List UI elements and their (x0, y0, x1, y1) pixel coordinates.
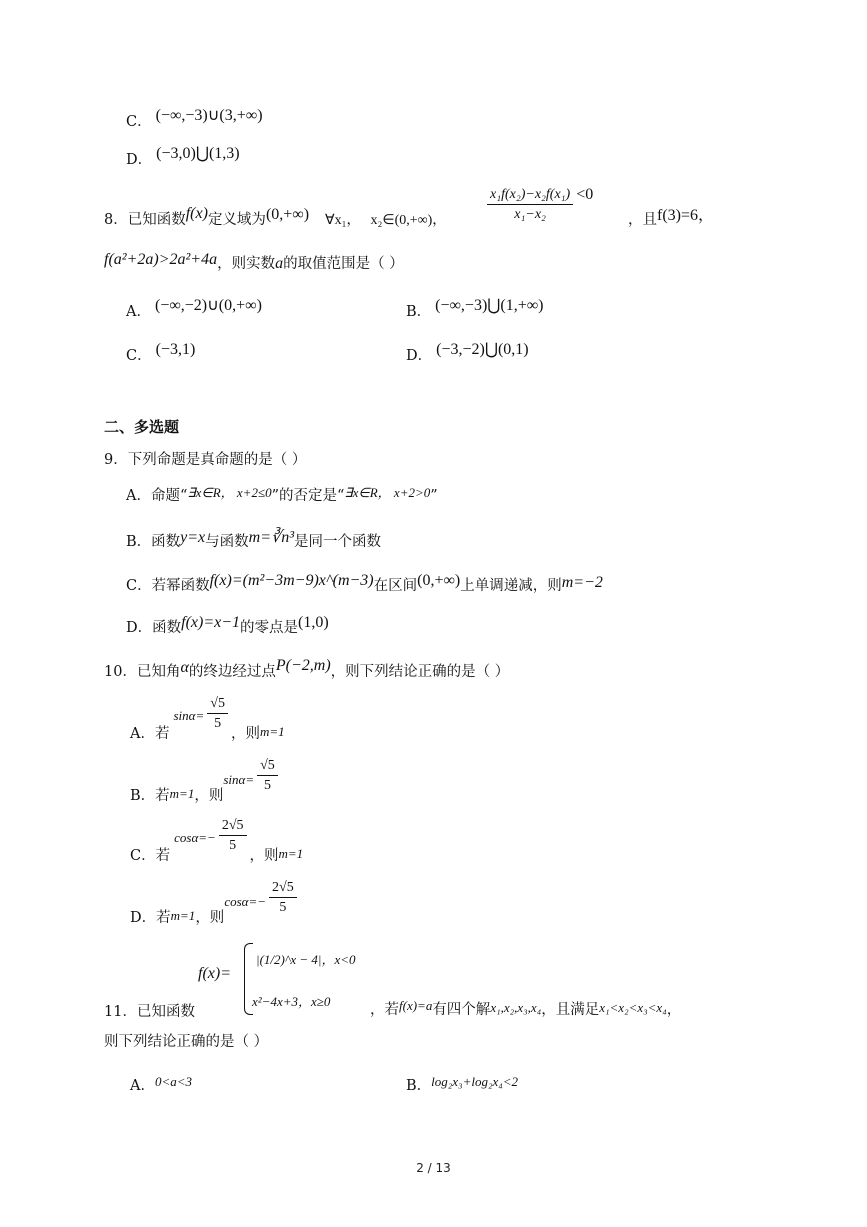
q10-stem (104, 657, 510, 682)
option-math: sinα= (173, 708, 205, 723)
q8-fx: f(x) (185, 205, 208, 222)
option-math: (−3,−2)⋃(0,1) (436, 341, 529, 358)
q11-stem-number: 11．已知函数 (104, 1004, 195, 1020)
page-number: 2 / 13 (416, 1161, 451, 1175)
option-frac (257, 756, 278, 795)
q8-ask2: 的取值范围是（ ） (283, 256, 404, 272)
option-math: (1,0) (298, 614, 329, 631)
option-math: m=1 (278, 846, 304, 861)
q8-x2in: x₂∈(0,+∞)， (370, 213, 447, 228)
q10-alpha: α (180, 659, 189, 676)
option-text: 函数 (151, 534, 181, 550)
q8-text-domain: 定义域为 (207, 212, 266, 228)
option-label: A． (130, 726, 155, 742)
q11-fx (198, 952, 231, 982)
option-text: 的零点是 (240, 620, 299, 636)
q9-option-c (126, 572, 603, 596)
q11-text: ，若 (370, 1002, 399, 1018)
q8-ask: ，则实数 (217, 256, 276, 272)
option-label: C． (126, 578, 152, 594)
option-frac (207, 694, 228, 733)
q8-ineq: f(a²+2a)>2a²+4a (104, 251, 218, 268)
q11-text: ，且满足 (541, 1002, 600, 1018)
option-math: (−3,1) (155, 341, 196, 358)
option-math: (−∞,−3)⋃(1,+∞) (435, 297, 544, 314)
option-text: 若 (155, 788, 170, 804)
q11-math: f(x)=a (399, 998, 433, 1013)
frac-num: 2√5 (219, 816, 247, 836)
option-label: A． (130, 1078, 155, 1094)
q7-option-c (126, 106, 263, 130)
option-text: ，则 (249, 848, 279, 864)
q10-text: 的终边经过点 (188, 664, 276, 680)
q8-option-a (126, 296, 262, 320)
option-math: ∃x∈R， x+2≤0 (187, 485, 272, 500)
q8-option-d (406, 340, 529, 364)
q8-frac-den: x₁−x₂ (514, 207, 546, 222)
q11-text: 有四个解 (432, 1002, 491, 1018)
q8-fraction (484, 185, 593, 224)
q8-stem-and (628, 207, 715, 230)
option-text: 若 (154, 726, 170, 742)
option-math: sinα= (223, 772, 255, 787)
q10-option-c (130, 818, 304, 870)
q8-and: ，且 (628, 212, 657, 228)
option-text: ，则 (194, 788, 224, 804)
option-text: 是同一个函数 (294, 534, 381, 550)
q8-var: a (275, 255, 284, 272)
q10-option-b (130, 758, 281, 810)
option-label: A． (126, 488, 151, 504)
q8-frac-rel: <0 (576, 185, 594, 203)
q8-frac-num: x₁f(x₂)−x₂f(x₁) (487, 185, 573, 205)
q9-option-b (126, 529, 381, 552)
option-label: D． (406, 348, 433, 364)
frac-num: √5 (257, 756, 278, 776)
q10-text: ，则下列结论正确的是（ ） (330, 664, 510, 680)
option-label: C． (126, 114, 152, 130)
option-text: 若 (156, 910, 171, 926)
frac-num: √5 (207, 694, 228, 714)
option-math: 0<a<3 (154, 1074, 193, 1089)
option-math: f(x)=x−1 (181, 614, 241, 631)
option-math: cosα=− (174, 830, 216, 845)
option-frac (219, 816, 247, 855)
section-title: 二、多选题 (104, 418, 180, 436)
option-label: D． (126, 152, 153, 168)
option-text: ”的否定是“ (271, 488, 345, 504)
q11-text: ， (666, 1002, 682, 1018)
frac-den: 5 (279, 900, 287, 915)
option-text: 若 (155, 848, 171, 864)
option-text: ，则 (230, 726, 260, 742)
option-math: y=x (180, 529, 206, 546)
q11-stem-line1 (370, 1000, 681, 1020)
q11-stem-line2: 则下列结论正确的是（ ） (104, 1034, 269, 1050)
option-label: C． (126, 348, 152, 364)
q8-stem-line1 (104, 205, 447, 231)
q8-stem-line2 (104, 251, 404, 274)
q10-point: P(−2,m) (275, 657, 331, 674)
option-text: 函数 (152, 620, 182, 636)
option-label: A． (126, 304, 151, 320)
option-text: 命题“ (150, 488, 188, 504)
q8-frac (487, 185, 573, 224)
q8-forall: ∀x₁， (325, 213, 361, 228)
option-math: m=1 (170, 908, 196, 923)
option-math: m=−2 (561, 574, 603, 591)
option-label: D． (130, 910, 157, 926)
q11-piece2 (252, 992, 330, 1012)
q8-option-c (126, 340, 196, 364)
frac-num: 2√5 (269, 878, 297, 898)
option-math: (−∞,−2)∪(0,+∞) (154, 297, 262, 314)
frac-den: 5 (214, 716, 222, 731)
option-label: B． (130, 788, 156, 804)
q10-text: 10．已知角 (104, 664, 181, 680)
option-label: B． (406, 304, 432, 320)
option-math: (−3,0)⋃(1,3) (156, 145, 240, 162)
option-math: log₂x₃+log₂x₄<2 (431, 1074, 519, 1089)
option-math: (−∞,−3)∪(3,+∞) (155, 107, 263, 124)
option-math: m=1 (259, 724, 285, 739)
option-text: 若幂函数 (151, 578, 210, 594)
q7-option-d (126, 144, 240, 168)
q11-piece2-text: x²−4x+3，x≥0 (252, 994, 331, 1009)
q8-number: 8．已知函数 (104, 212, 186, 228)
q9-option-a (126, 486, 438, 506)
option-math: m=∛n³ (248, 529, 294, 546)
option-math: ∃x∈R， x+2>0 (344, 485, 431, 500)
q8-domain: (0,+∞) (265, 206, 310, 223)
q11-math: x₁<x₂<x₃<x₄ (599, 1000, 667, 1015)
option-math: cosα=− (224, 894, 267, 909)
option-label: C． (130, 848, 156, 864)
option-text: ” (430, 488, 438, 504)
q10-option-d (130, 880, 300, 932)
q11-option-b (406, 1072, 518, 1092)
option-math: f(x)=(m²−3m−9)x^(m−3) (209, 572, 374, 589)
option-math: m=1 (169, 786, 195, 801)
q10-option-a (130, 696, 285, 748)
option-frac (269, 878, 297, 917)
q11-fx-label: f(x)= (198, 965, 231, 982)
option-math: (0,+∞) (417, 572, 461, 589)
option-text: ，则 (195, 910, 225, 926)
option-label: B． (126, 534, 152, 550)
q8-option-b (406, 296, 544, 320)
option-text: 与函数 (205, 534, 249, 550)
option-text: 上单调递减，则 (460, 578, 562, 594)
q9-option-d (126, 614, 329, 638)
option-label: B． (406, 1078, 432, 1094)
q11-piece1 (256, 950, 356, 970)
option-text: 在区间 (373, 578, 418, 594)
option-label: D． (126, 620, 153, 636)
q8-f3: f(3)=6， (657, 207, 715, 224)
frac-den: 5 (263, 778, 271, 793)
q11-math: x₁,x₂,x₃,x₄ (490, 1000, 542, 1015)
frac-den: 5 (229, 838, 237, 853)
q11-option-a (130, 1072, 192, 1092)
q9-stem: 9．下列命题是真命题的是（ ） (104, 452, 307, 468)
q11-piece1-text: |(1/2)^x − 4|，x<0 (256, 952, 356, 967)
